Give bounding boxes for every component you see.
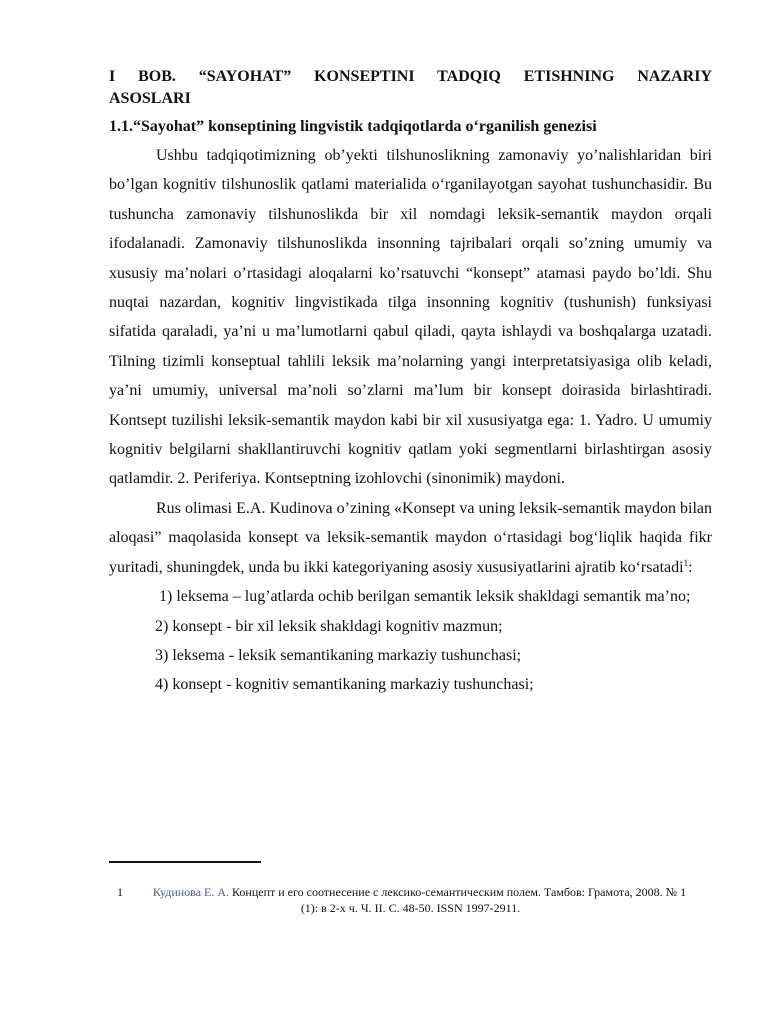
list-item-1: 1) leksema – lug’atlarda ochib berilgan semantik leksik shakldagi semantik ma’no; [159,588,691,606]
footnote-line-1 [109,884,712,900]
list-item-3: 3) leksema - leksik semantikaning markaziy tushunchasi; [155,646,522,664]
paragraph-2-text: Rus olimasi E.A. Kudinova o’zining «Konsept va uning leksik-semantik maydon bilan aloqasi” maqolasida konsept va leksik-semantik maydon o‘rtasidagi bog‘liqlik haqida fikr yuritadi, shuningdek, unda bu ikki kategoriyaning asosiy xususiyatlarini ajratib ko‘rsatadi [109,499,712,576]
paragraph-2-end: : [688,558,693,576]
chapter-title-line2: ASOSLARI [109,90,191,107]
list-item-4: 4) konsept - kognitiv semantikaning markaziy tushunchasi; [155,676,534,694]
list-item-2: 2) konsept - bir xil leksik shakldagi kognitiv mazmun; [155,617,503,635]
footnote [109,884,712,916]
footnote-text-1: Концепт и его соотнесение с лексико-семантическим полем. Тамбов: Грамота, 2008. № 1 [229,885,687,899]
footnote-separator [109,861,261,863]
footnote-mark: 1 [117,885,123,899]
body-paragraph-1: Ushbu tadqiqotimizning ob’yekti tilshunoslikning zamonaviy yo’nalishlaridan biri bo’lgan kognitiv tilshunoslik qatlami materialida o‘rganilayotgan sayohat tushunchasidir. Bu tushuncha zamonaviy tilshunoslikda bir xil nomdagi leksik-semantik maydon orqali ifodalanadi. Zamonaviy tilshunoslikda insonning tajribalari orqali so’zning umumiy va xususiy ma’nolari o’rtasidagi aloqalarni ko’rsatuvchi “konsept” atamasi paydo bo’ldi. Shu nuqtai nazardan, kognitiv lingvistikada tilga insonning kognitiv (tushunish) funksiyasi sifatida qaraladi, ya’ni u ma’lumotlarni qabul qiladi, qayta ishlaydi va boshqalarga uzatadi. Tilning tizimli konseptual tahlili leksik ma’nolarning yangi interpretatsiyasiga olib keladi, ya’ni umumiy, universal ma’noli so’zlarni ma’lum bir konsept doirasida birlashtiradi. Kontsept tuzilishi leksik-semantik maydon kabi bir xil xususiyatga ega: 1. Yadro. U umumiy kognitiv belgilarni shakllantiruvchi kognitiv qatlam yoki segmentlarni birlashtirgan asosiy qatlamdir. 2. Periferiya. Kontseptning izohlovchi (sinonimik) maydoni. [109,147,712,488]
chapter-title-line1: I BOB. “SAYOHAT” KONSEPTINI TADQIQ ETISHNING NAZARIY [109,68,712,85]
chapter-title [109,66,712,110]
body-paragraph-2 [109,494,712,582]
section-title: 1.1.“Sayohat” konseptining lingvistik tadqiqotlarda o‘rganilish genezisi [109,118,597,135]
footnote-author: Кудинова Е. А. [152,885,230,899]
footnote-text-2: (1): в 2-х ч. Ч. II. C. 48-50. ISSN 1997-2911. [300,901,521,915]
footnote-reference[interactable]: 1 [683,557,689,568]
document-page [109,66,712,700]
